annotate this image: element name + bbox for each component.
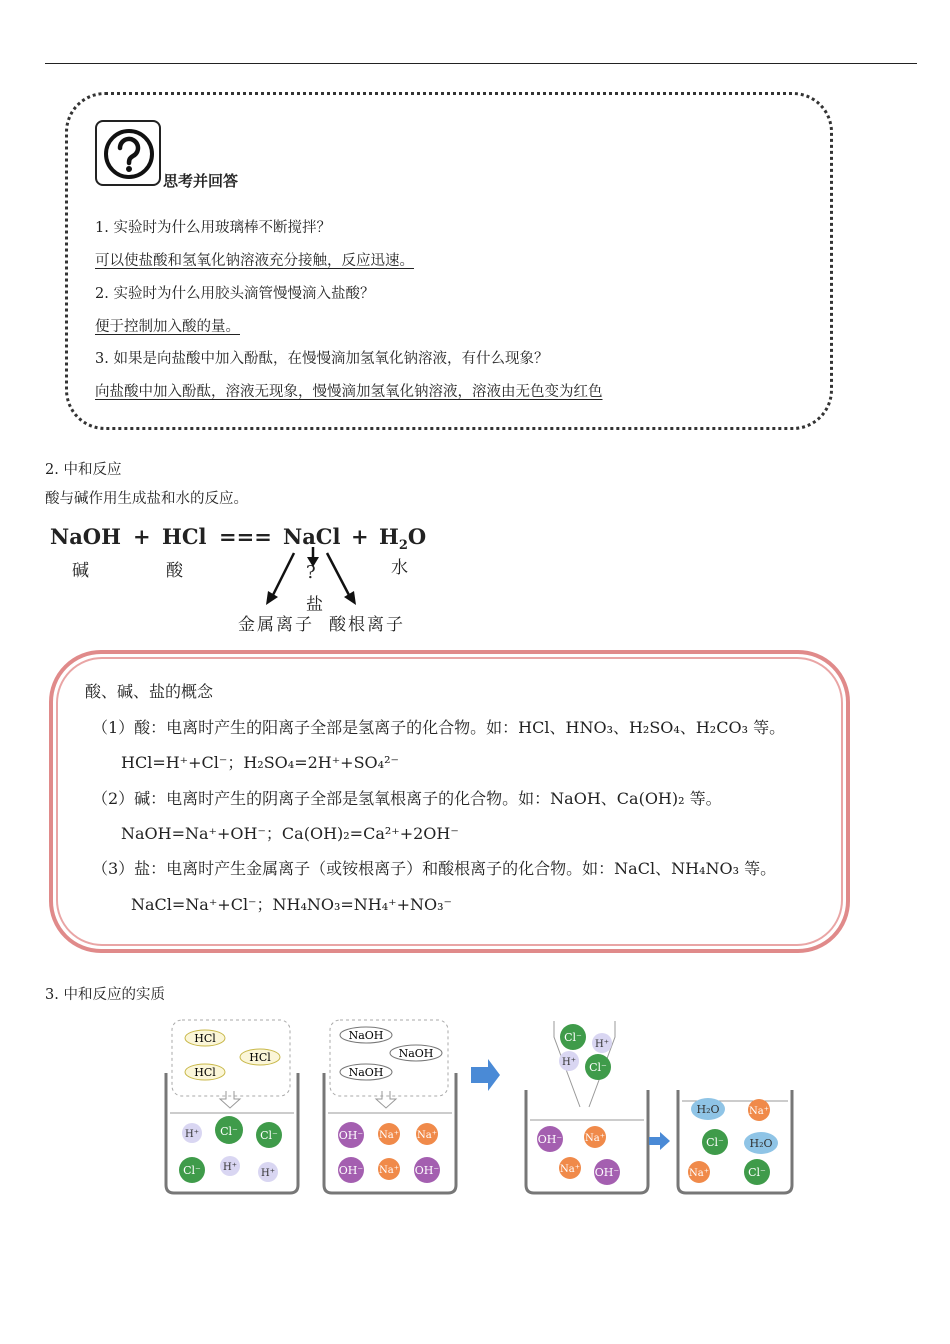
acid-definition: （1）酸：电离时产生的阳离子全部是氢离子的化合物。如：HCl、HNO₃、H₂SO₄、H₂CO₃ 等。 bbox=[92, 718, 786, 737]
oh-ion-label: OH⁻ bbox=[537, 1133, 563, 1146]
na-ion-label: Na⁺ bbox=[417, 1130, 437, 1141]
h-ion-label: H⁺ bbox=[562, 1057, 576, 1068]
hcl-molecule-label: HCl bbox=[194, 1066, 216, 1079]
salt-definition: （3）盐：电离时产生金属离子（或铵根离子）和酸根离子的化合物。如：NaCl、NH₄NO₃ 等。 bbox=[92, 859, 777, 878]
naoh-molecule-label: NaOH bbox=[348, 1066, 384, 1079]
na-ion-label: Na⁺ bbox=[585, 1133, 605, 1144]
eq-h: H bbox=[379, 524, 399, 549]
na-ion-label: Na⁺ bbox=[379, 1130, 399, 1141]
water-label: H₂O bbox=[749, 1137, 773, 1150]
question-3: 3. 如果是向盐酸中加入酚酞，在慢慢滴加氢氧化钠溶液，有什么现象？ bbox=[95, 351, 549, 367]
question-1: 1. 实验时为什么用玻璃棒不断搅拌？ bbox=[95, 220, 331, 236]
mixing-beaker bbox=[526, 1021, 648, 1193]
cl-ion-label: Cl⁻ bbox=[748, 1166, 766, 1179]
oh-ion-label: OH⁻ bbox=[338, 1164, 364, 1177]
answer-1: 可以使盐酸和氢氧化钠溶液充分接触，反应迅速。 bbox=[95, 253, 414, 269]
hcl-molecule-label: HCl bbox=[194, 1032, 216, 1045]
eq-plus-2: + bbox=[351, 524, 369, 549]
oh-ion-label: OH⁻ bbox=[594, 1166, 620, 1179]
na-ion-label: Na⁺ bbox=[379, 1165, 399, 1176]
label-acid: 酸 bbox=[166, 561, 183, 581]
eq-naoh: NaOH bbox=[50, 524, 121, 549]
acid-equation: HCl=H⁺+Cl⁻；H₂SO₄=2H⁺+SO₄²⁻ bbox=[121, 753, 399, 772]
eq-hcl: HCl bbox=[162, 524, 207, 549]
result-beaker bbox=[678, 1090, 792, 1193]
cl-ion-label: Cl⁻ bbox=[564, 1031, 582, 1044]
h-ion-label: H⁺ bbox=[223, 1162, 237, 1173]
h-ion-label: H⁺ bbox=[595, 1039, 609, 1050]
answer-3: 向盐酸中加入酚酞，溶液无现象，慢慢滴加氢氧化钠溶液，溶液由无色变为红色 bbox=[95, 384, 603, 400]
eq-equals: === bbox=[219, 524, 272, 549]
concept-title: 酸、碱、盐的概念 bbox=[85, 682, 214, 701]
base-equation: NaOH=Na⁺+OH⁻；Ca(OH)₂=Ca²⁺+2OH⁻ bbox=[121, 824, 459, 843]
na-ion-label: Na⁺ bbox=[689, 1168, 709, 1179]
na-ion-label: Na⁺ bbox=[560, 1164, 580, 1175]
salt-equation: NaCl=Na⁺+Cl⁻；NH₄NO₃=NH₄⁺+NO₃⁻ bbox=[131, 895, 453, 914]
naoh-molecule-label: NaOH bbox=[398, 1047, 434, 1060]
naoh-beaker bbox=[324, 1020, 456, 1193]
think-title: 思考并回答 bbox=[163, 172, 239, 190]
hcl-molecule-label: HCl bbox=[249, 1051, 271, 1064]
section-2-title: 2. 中和反应 bbox=[45, 462, 122, 478]
section-3-title: 3. 中和反应的实质 bbox=[45, 987, 165, 1003]
small-arrow-icon bbox=[649, 1132, 670, 1150]
label-salt: 盐 bbox=[306, 595, 323, 615]
question-icon bbox=[95, 120, 161, 186]
h-ion-label: H⁺ bbox=[185, 1129, 199, 1140]
neutralization-diagram bbox=[160, 1015, 800, 1200]
label-acid-radical: 酸根离子 bbox=[329, 615, 405, 635]
cl-ion-label: Cl⁻ bbox=[706, 1136, 724, 1149]
label-water: 水 bbox=[391, 558, 408, 578]
eq-plus-1: + bbox=[133, 524, 151, 549]
cl-ion-label: Cl⁻ bbox=[183, 1164, 201, 1177]
cl-ion-label: Cl⁻ bbox=[260, 1129, 278, 1142]
hcl-beaker bbox=[166, 1020, 298, 1193]
eq-water-formula bbox=[379, 524, 426, 553]
answer-2: 便于控制加入酸的量。 bbox=[95, 319, 240, 335]
eq-o: O bbox=[407, 524, 427, 549]
h-ion-label: H⁺ bbox=[261, 1168, 275, 1179]
eq-h2o-subscript: 2 bbox=[398, 538, 408, 554]
cl-ion-label: Cl⁻ bbox=[589, 1061, 607, 1074]
base-definition: （2）碱：电离时产生的阴离子全部是氢氧根离子的化合物。如：NaOH、Ca(OH)₂ 等。 bbox=[92, 789, 722, 808]
oh-ion-label: OH⁻ bbox=[414, 1164, 440, 1177]
question-2: 2. 实验时为什么用胶头滴管慢慢滴入盐酸？ bbox=[95, 286, 375, 302]
na-ion-label: Na⁺ bbox=[749, 1106, 769, 1117]
label-metal-ion: 金属离子 bbox=[238, 615, 314, 635]
label-base: 碱 bbox=[72, 561, 89, 581]
oh-ion-label: OH⁻ bbox=[338, 1129, 364, 1142]
salt-split-arrows bbox=[230, 545, 370, 615]
section-2-definition: 酸与碱作用生成盐和水的反应。 bbox=[45, 491, 248, 507]
water-label: H₂O bbox=[696, 1103, 720, 1116]
eq-nacl: NaCl bbox=[283, 524, 341, 549]
naoh-molecule-label: NaOH bbox=[348, 1029, 384, 1042]
label-question-mark: ? bbox=[306, 562, 316, 583]
top-rule bbox=[45, 63, 917, 64]
cl-ion-label: Cl⁻ bbox=[220, 1125, 238, 1138]
right-arrow-icon bbox=[471, 1059, 500, 1091]
